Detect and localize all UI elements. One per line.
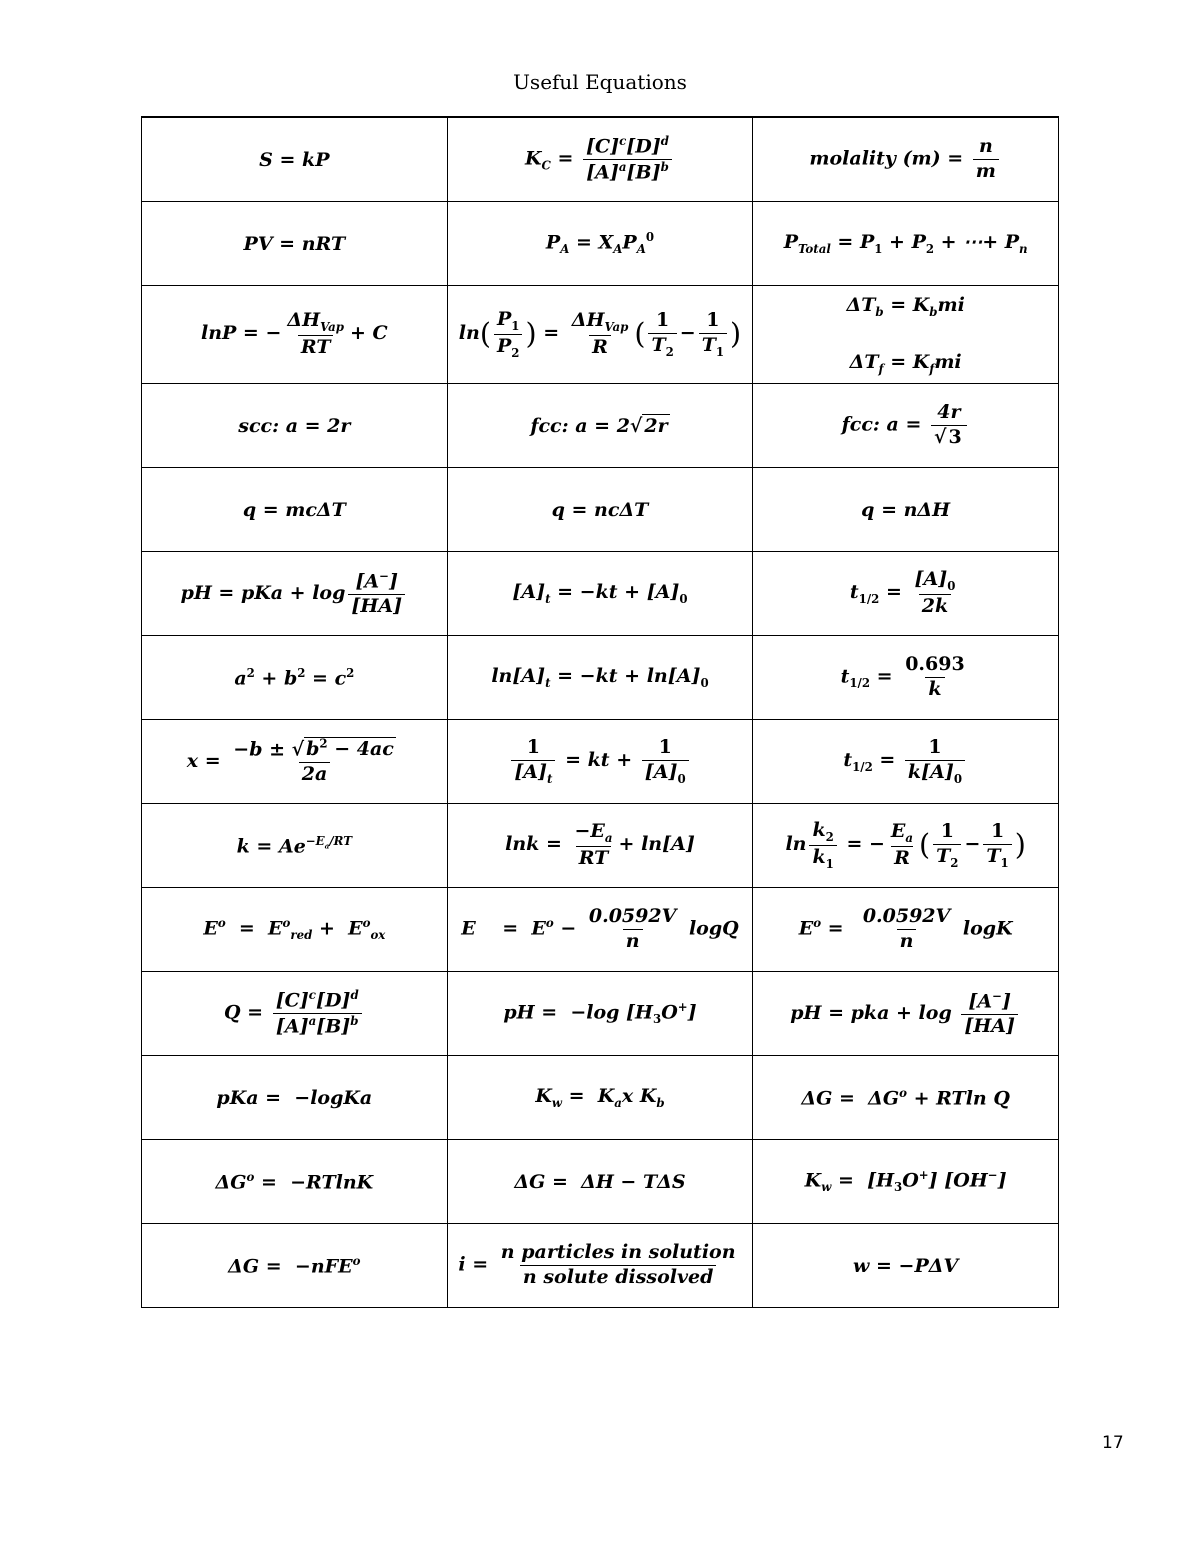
equation-cell: $t_{1/2}$ = $\frac{[A]_0}{2k}$	[753, 552, 1059, 636]
equation-cell: q = nΔH	[753, 468, 1059, 552]
equation-cell: fcc: a = 2√ 2r	[447, 384, 753, 468]
equation-cell: S = kP	[142, 117, 448, 202]
equation-cell: $[A]_t = -kt + [A]_0$	[447, 552, 753, 636]
table-row	[142, 286, 1059, 384]
equation-cell: i = n particles in solution n solute dissolved	[447, 1224, 753, 1308]
equation-cell: $P_{Total} = P_1 + P_2$ + ⋯+ $P_n$	[753, 202, 1059, 286]
table-row	[142, 972, 1059, 1056]
equation-cell: ln $\frac{k_2}{k_1}$ = − $\frac{E_a}{R}$ ( $\frac{1}{T_2}$ − $\frac{1}{T_1}$ )	[753, 804, 1059, 888]
equation-cell: pH = pka + log $\frac{[A^-]}{[HA]}$	[753, 972, 1059, 1056]
equation-cell: $t_{1/2}$ = $\frac{1}{k[A]_0}$	[753, 720, 1059, 804]
table-row	[142, 888, 1059, 972]
equation-cell: $E^o$ = $\frac{0.0592V}{n}$ logK	[753, 888, 1059, 972]
equation-cell: $k = Ae^{-E_a/RT}$	[142, 804, 448, 888]
equation-cell: $\Delta G = \Delta G^o + RTln$ Q	[753, 1056, 1059, 1140]
equation-cell: $\Delta T_b = K_bmi$ $\Delta T_f = K_fmi$	[753, 286, 1059, 384]
equation-cell: $P_A = X_AP_A^0$	[447, 202, 753, 286]
equation-cell: $K_w = K_ax$ $K_b$	[447, 1056, 753, 1140]
equations-table	[141, 116, 1059, 1308]
page-number: 17	[1102, 1433, 1124, 1453]
table-row	[142, 202, 1059, 286]
equation-cell: fcc: a = $\frac{4r}{√ 3}$	[753, 384, 1059, 468]
equation-cell: q = ncΔT	[447, 468, 753, 552]
table-row	[142, 552, 1059, 636]
table-row	[142, 636, 1059, 720]
table-row	[142, 1224, 1059, 1308]
page-title: Useful Equations	[513, 70, 687, 94]
equation-cell: scc: a = 2r	[142, 384, 448, 468]
equation-cell: PV = nRT	[142, 202, 448, 286]
table-row	[142, 720, 1059, 804]
equation-cell: molality (m) = $\frac{n}{m}$	[753, 117, 1059, 202]
equation-cell: $K_w = [H_3O^+]$ [OH−]	[753, 1140, 1059, 1224]
equation-cell: ΔG = −nFE$^o$	[142, 1224, 448, 1308]
equation-cell: pH = −log $[H_3O^+]$	[447, 972, 753, 1056]
equation-cell: $\frac{1}{[A]_t}$ = kt + $\frac{1}{[A]_0}$	[447, 720, 753, 804]
equation-cell: lnP = − $\Delta H_{Vap}$ RT + C	[142, 286, 448, 384]
equation-cell: pH = pKa + log $\frac{[A^-]}{[HA]}$	[142, 552, 448, 636]
equation-cell: w = −PΔV	[753, 1224, 1059, 1308]
equation-cell: $\ln[A]_t = -kt + \ln[A]_0$	[447, 636, 753, 720]
equation-cell: ln( $\frac{P_1}{P_2}$ ) = $\Delta H_{Vap}$ R ( $\frac{1}{T_2}$ − $\frac{1}{T_1}$ )	[447, 286, 753, 384]
equation-cell: $\Delta G^o = -RTlnK$	[142, 1140, 448, 1224]
table-row	[142, 468, 1059, 552]
equation-cell: q = mcΔT	[142, 468, 448, 552]
equation-cell: x = $\frac{-b \pm √ b^2 - 4ac}{2a}$	[142, 720, 448, 804]
equation-cell: $t_{1/2}$ = $\frac{0.693}{k}$	[753, 636, 1059, 720]
equation-cell: $K_C$ = $\frac{[C]^c[D]^d}{[A]^a[B]^b}$	[447, 117, 753, 202]
equation-cell: Q = $\frac{[C]^c[D]^d}{[A]^a[B]^b}$	[142, 972, 448, 1056]
equation-cell: $E^o = E^o_{red} + E^o_{ox}$	[142, 888, 448, 972]
equation-cell: E = $E^o$ − $\frac{0.0592V}{n}$ logQ	[447, 888, 753, 972]
equation-cell: $a^2 + b^2 = c^2$	[142, 636, 448, 720]
equation-cell: lnk = $\frac{-E_a}{RT}$ + ln[A]	[447, 804, 753, 888]
table-row	[142, 804, 1059, 888]
table-row	[142, 1056, 1059, 1140]
equation-cell: pKa = −logKa	[142, 1056, 448, 1140]
table-row	[142, 384, 1059, 468]
equation-cell: ΔG = ΔH − TΔS	[447, 1140, 753, 1224]
table-row	[142, 117, 1059, 202]
table-row	[142, 1140, 1059, 1224]
